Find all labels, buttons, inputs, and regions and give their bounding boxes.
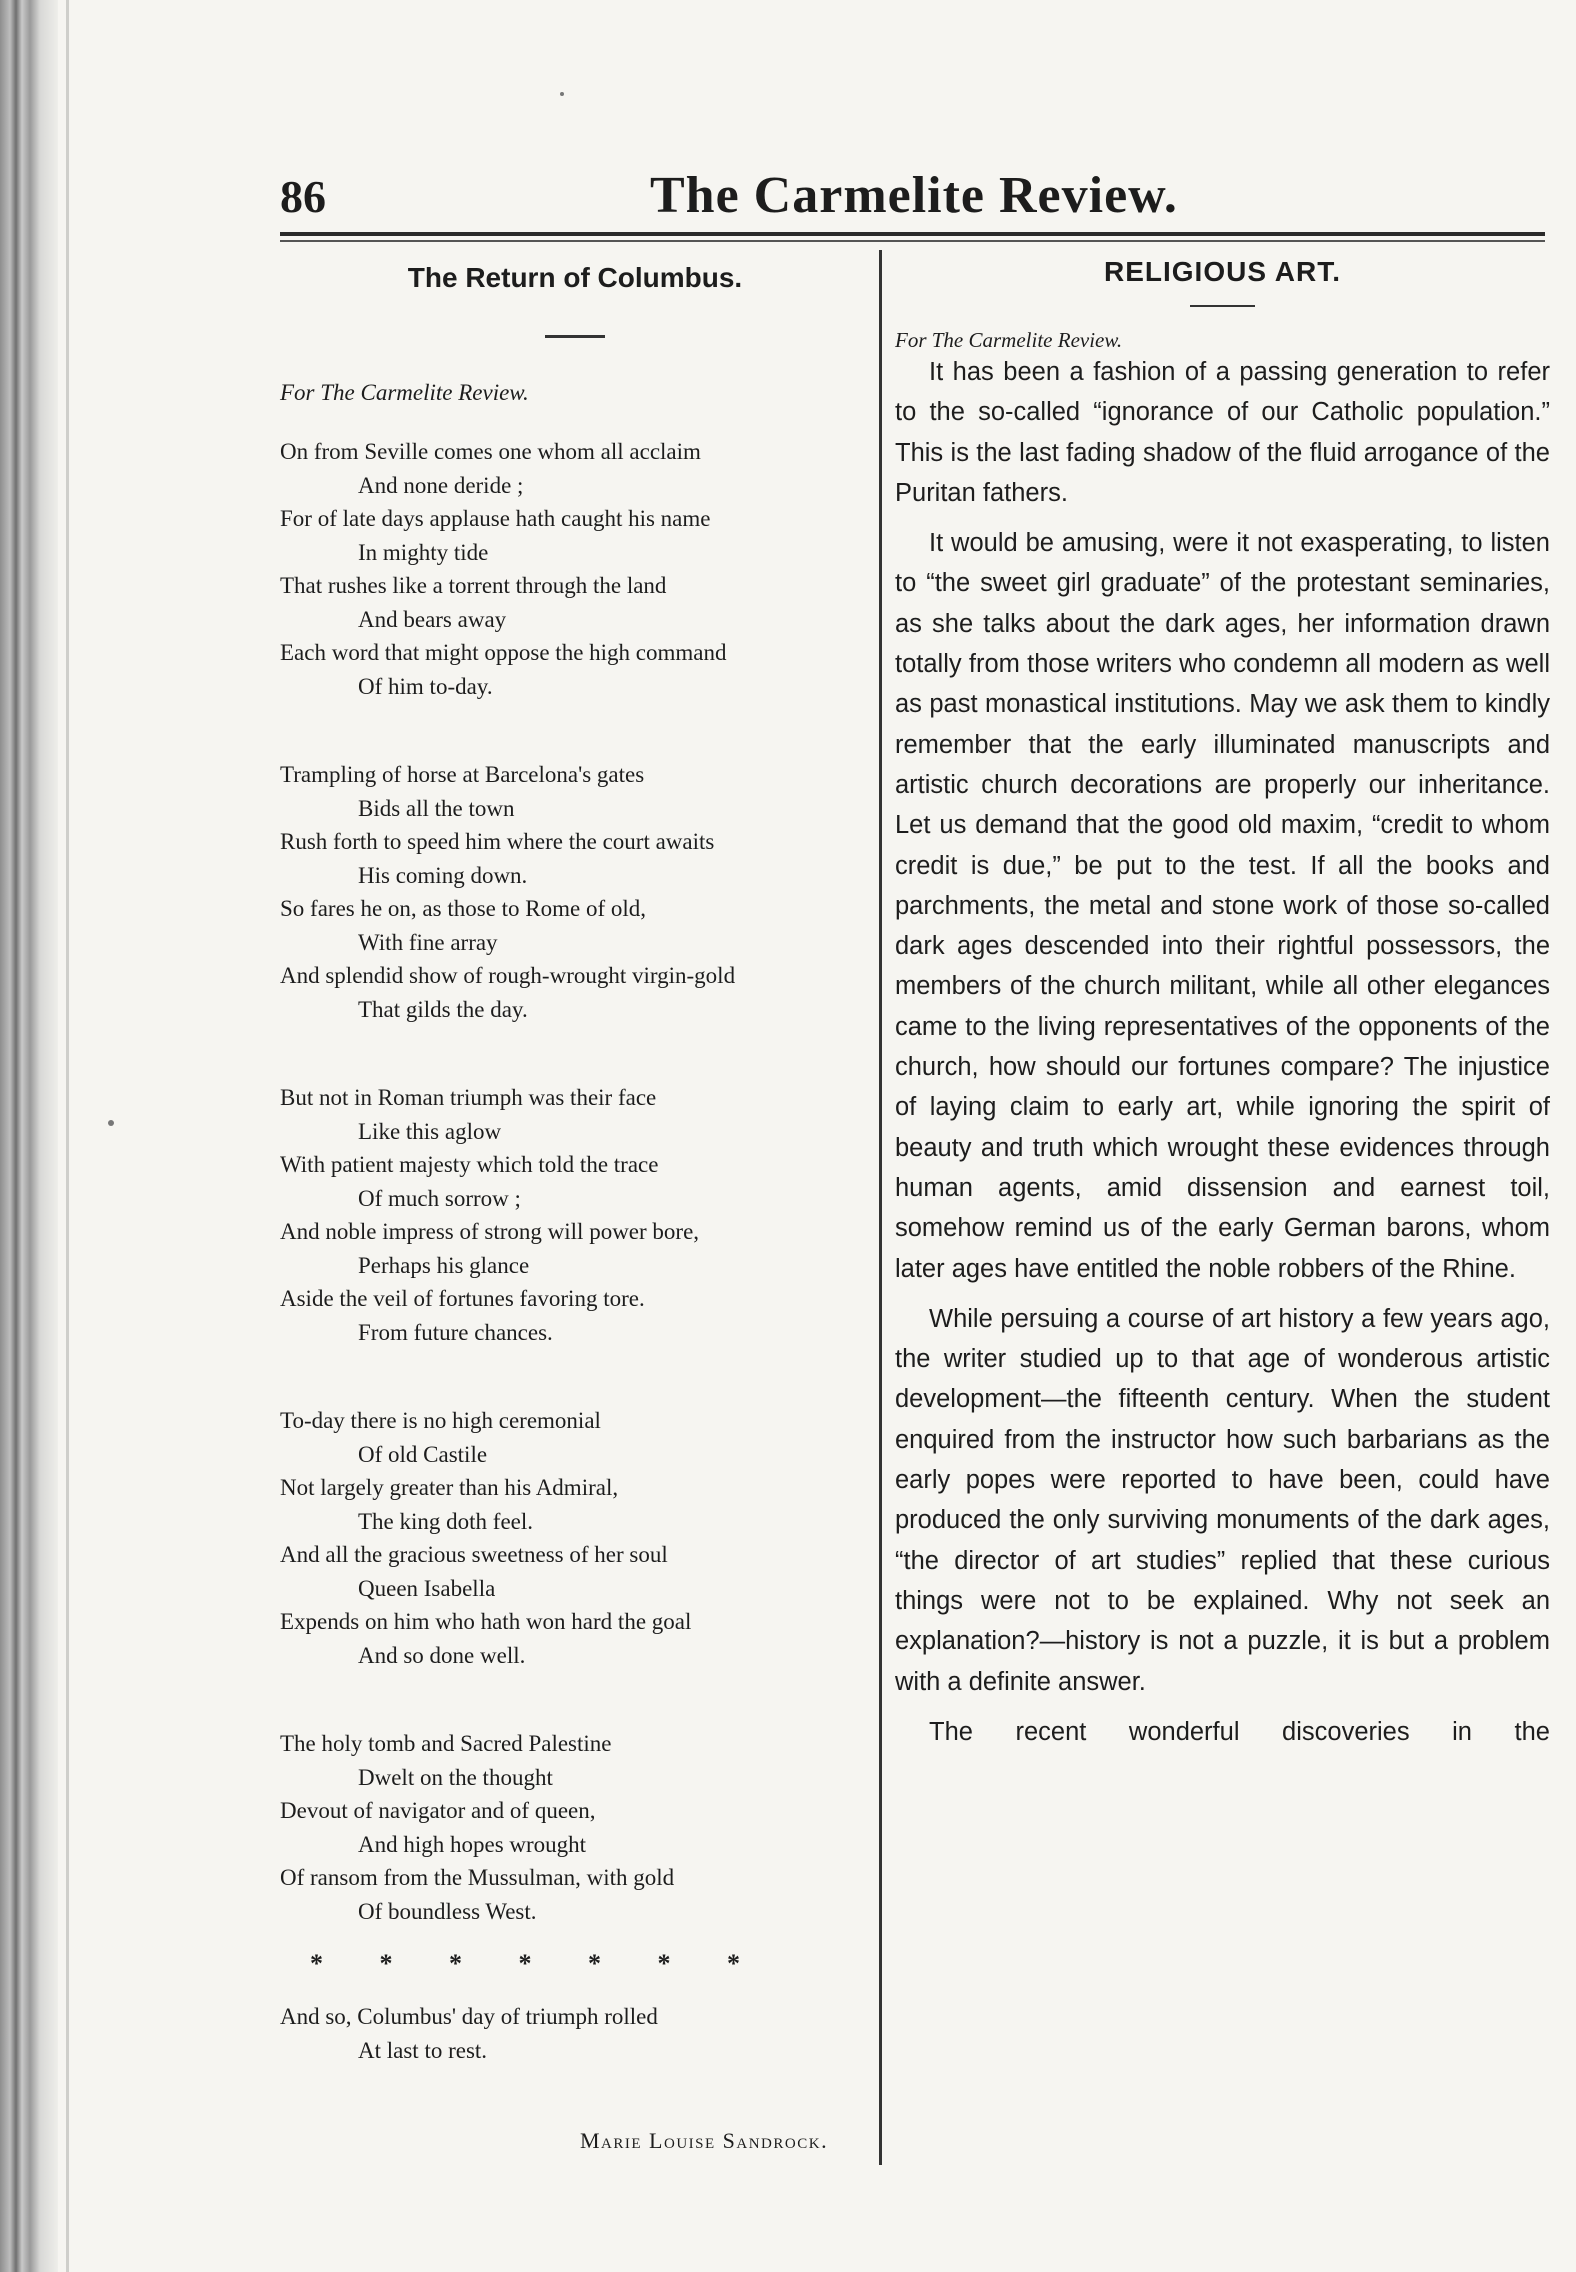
poem-line: From future chances. xyxy=(358,1319,553,1345)
header-rule xyxy=(280,232,1545,236)
poem-line: And so done well. xyxy=(358,1642,526,1668)
page xyxy=(70,0,1576,2272)
section-break-stars xyxy=(310,1928,740,2000)
article-paragraph: While persuing a course of art history a few years ago, the writer studied up to that age of wonderous artistic development—the fifteenth century. When the student enquired from the instructor how such barbarians as the early popes were reported to have been, could have produced the only surviving monuments of the dark ages, “the director of art studies” replied that these curious things were not to be explained. Why not seek an explanation?—history is not a puzzle, it is but a problem with a definite answer. xyxy=(895,1304,1550,1696)
poem-line: And none deride ; xyxy=(358,472,524,498)
poem-line: On from Seville comes one whom all acclaim xyxy=(280,439,701,464)
title-dash xyxy=(545,335,605,338)
stanza-break xyxy=(280,1349,900,1404)
poem-line: Each word that might oppose the high command xyxy=(280,640,727,665)
star-ornament: * xyxy=(310,1949,323,1978)
poem-line: In mighty tide xyxy=(358,539,489,565)
article-title: RELIGIOUS ART. xyxy=(1104,256,1341,287)
title-dash xyxy=(1190,305,1255,307)
poem-line: For of late days applause hath caught his name xyxy=(280,506,711,531)
poem-line: That rushes like a torrent through the land xyxy=(280,573,667,598)
poem-line: Rush forth to speed him where the court awaits xyxy=(280,829,715,854)
running-head: The Carmelite Review. xyxy=(650,167,1178,224)
speck xyxy=(560,92,564,96)
poem-line: Dwelt on the thought xyxy=(358,1764,553,1790)
poem-line: Of much sorrow ; xyxy=(358,1185,521,1211)
article-paragraph: The recent wonderful discoveries in the xyxy=(929,1717,1550,1746)
poem-line: But not in Roman triumph was their face xyxy=(280,1085,657,1110)
poem-line: Not largely greater than his Admiral, xyxy=(280,1475,619,1500)
poem-line: Expends on him who hath won hard the goal xyxy=(280,1609,692,1634)
star-ornament: * xyxy=(449,1949,462,1978)
poem-line: So fares he on, as those to Rome of old, xyxy=(280,896,647,921)
poem-line: And noble impress of strong will power bore, xyxy=(280,1219,700,1244)
poem-line: To-day there is no high ceremonial xyxy=(280,1408,601,1433)
page-header xyxy=(280,160,1545,230)
star-ornament: * xyxy=(657,1949,671,1978)
poem-title: The Return of Columbus. xyxy=(407,262,743,293)
poem-line: With fine array xyxy=(358,929,498,955)
article-paragraph: It has been a fashion of a passing generation to refer to the so-called “ignorance of our Catholic population.” This is the last fading shadow of the fluid arrogance of the Puritan fathers. xyxy=(895,358,1550,507)
poem-author: Marie Louise Sandrock. xyxy=(580,2128,829,2153)
poem-line: And all the gracious sweetness of her soul xyxy=(280,1542,668,1567)
stanza-break xyxy=(280,1672,900,1727)
article-byline: For The Carmelite Review. xyxy=(895,328,1123,352)
star-ornament: * xyxy=(588,1949,601,1978)
poem-line: At last to rest. xyxy=(358,2037,488,2063)
book-binding-edge xyxy=(0,0,58,2272)
page-number: 86 xyxy=(280,171,326,222)
star-ornament: * xyxy=(518,1949,532,1978)
poem-line: With patient majesty which told the trace xyxy=(280,1152,659,1177)
poem-line: The holy tomb and Sacred Palestine xyxy=(280,1731,612,1756)
star-ornament: * xyxy=(379,1949,393,1978)
poem-line: Like this aglow xyxy=(358,1118,502,1144)
poem-line: The king doth feel. xyxy=(358,1508,534,1534)
header-rule-thin xyxy=(280,240,1545,242)
poem-line: And so, Columbus' day of triumph rolled xyxy=(280,2004,658,2029)
poem-line: That gilds the day. xyxy=(358,996,528,1022)
poem-line: Bids all the town xyxy=(358,795,515,821)
stanza-break xyxy=(280,1026,900,1081)
poem-line: His coming down. xyxy=(358,862,528,888)
article-paragraph: It would be amusing, were it not exasperating, to listen to “the sweet girl graduate” of the protestant seminaries, as she talks about the dark ages, her information drawn totally from those writers who condemn all modern as well as past monastical institutions. May we ask them to kindly remember that the early illuminated manuscripts and artistic church decorations are properly our inheritance. Let us demand that the good old maxim, “credit to whom credit is due,” be put to the test. If all the books and parchments, the metal and stone work of those so-called dark ages descended into their rightful possessors, the members of the church militant, while all other elegances came to the living representatives of the opponents of the church, how should our fortunes compare? The injustice of laying claim to early art, while ignoring the spirit of beauty and truth which wrought these evidences through human agents, amid dissension and earnest toil, somehow remind us of the early German barons, whom later ages have entitled the noble robbers of the Rhine. xyxy=(895,529,1550,1283)
poem-line: Aside the veil of fortunes favoring tore. xyxy=(280,1286,645,1311)
article-body xyxy=(895,352,1550,1752)
poem-body xyxy=(280,435,900,2067)
poem-line: Of old Castile xyxy=(358,1441,488,1467)
gutter-line xyxy=(66,0,69,2272)
poem-line: Devout of navigator and of queen, xyxy=(280,1798,596,1823)
poem-line: Queen Isabella xyxy=(358,1575,496,1601)
poem-byline: For The Carmelite Review. xyxy=(280,380,529,405)
poem-line: And high hopes wrought xyxy=(358,1831,587,1857)
speck xyxy=(108,1120,114,1126)
poem-line: Of ransom from the Mussulman, with gold xyxy=(280,1865,675,1890)
poem-line: Perhaps his glance xyxy=(358,1252,530,1278)
poem-line: And splendid show of rough-wrought virgin-gold xyxy=(280,963,736,988)
star-ornament: * xyxy=(727,1949,740,1978)
poem-line: Of boundless West. xyxy=(358,1898,537,1924)
poem-line: And bears away xyxy=(358,606,507,632)
poem-line: Of him to-day. xyxy=(358,673,493,699)
stanza-break xyxy=(280,703,900,758)
poem-line: Trampling of horse at Barcelona's gates xyxy=(280,762,645,787)
